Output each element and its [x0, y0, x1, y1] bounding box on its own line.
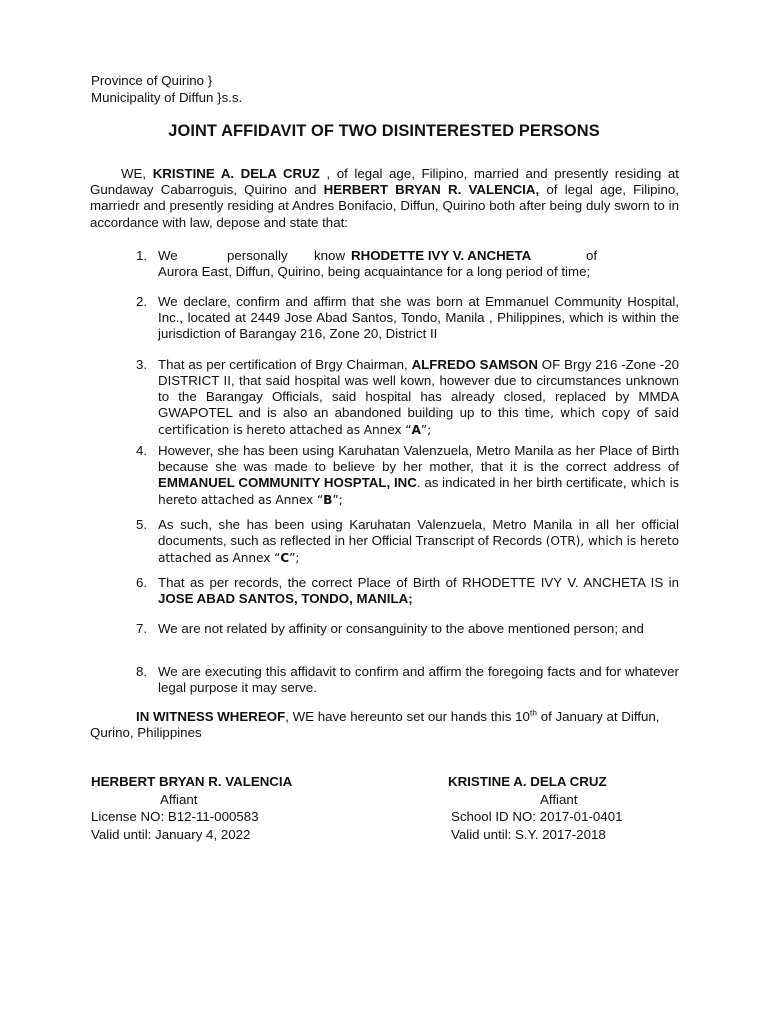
signatory-right	[448, 773, 622, 844]
annex-c: C	[280, 550, 290, 565]
list-item: 7. We are not related by affinity or consanguinity to the above mentioned person; and	[136, 621, 644, 636]
list-item: 6. That as per records, the correct Place of Birth of RHODETTE IVY V. ANCHETA IS in JOSE ABAD SANTOS, TONDO, MANILA;	[136, 575, 679, 606]
signatory-name: KRISTINE A. DELA CRUZ	[448, 774, 607, 789]
signatory-role: Affiant	[540, 791, 578, 807]
annex-b: B	[323, 492, 333, 507]
list-item: 2. We declare, confirm and affirm that she was born at Emmanuel Community Hospital, Inc., located at 2449 Jose Abad Santos, Tondo, Manila , Philippines, which is within the jurisdiction of Barangay 216, Zone 20, District II	[136, 294, 679, 341]
list-item: 5. As such, she has been using Karuhatan Valenzuela, Metro Manila in all her official documents, such as reflected in her Official Transcript of Records (OTR), which is hereto attached as Annex “C”;	[136, 517, 680, 565]
subject-name: RHODETTE IVY V. ANCHETA	[351, 248, 532, 263]
correct-birthplace: JOSE ABAD SANTOS, TONDO, MANILA;	[158, 590, 413, 606]
signatory-role: Affiant	[160, 791, 198, 807]
hospital-name: EMMANUEL COMMUNITY HOSPTAL, INC	[158, 474, 417, 490]
venue-block	[91, 72, 242, 106]
chairman-name: ALFREDO SAMSON	[411, 357, 538, 372]
affiant-name-1: KRISTINE A. DELA CRUZ	[152, 166, 320, 181]
list-item: 1. We personally know RHODETTE IVY V. ANCHETA of Aurora East, Diffun, Quirino, being acquaintance for a long period of time;	[136, 248, 598, 279]
affiant-name-2: HERBERT BRYAN R. VALENCIA,	[323, 182, 540, 198]
signatory-validity: Valid until: January 4, 2022	[91, 827, 251, 843]
signatory-left	[91, 773, 292, 844]
signatory-validity: Valid until: S.Y. 2017-2018	[451, 827, 606, 843]
venue-province: Province of Quirino }	[91, 73, 213, 88]
signatory-id: School ID NO: 2017-01-0401	[451, 809, 623, 825]
annex-a: A	[411, 422, 421, 437]
list-item: 8. We are executing this affidavit to confirm and affirm the foregoing facts and for whatever legal purpose it may serve.	[136, 664, 679, 695]
signatory-id: License NO: B12-11-000583	[91, 809, 259, 825]
list-item: 4. However, she has been using Karuhatan Valenzuela, Metro Manila as her Place of Birth because she was made to believe by her mother, that it is the correct address of EMMANUEL COMMUNITY HOSPTAL, INC. as indicated in her birth certificate, which is hereto attached as Annex “B”;	[136, 443, 679, 507]
witness-paragraph: IN WITNESS WHEREOF, WE have hereunto set our hands this 10th of January at Diffun, Qurino, Philippines	[90, 707, 660, 741]
intro-paragraph: WE, KRISTINE A. DELA CRUZ , of legal age, Filipino, married and presently residing at Gundaway Cabarroguis, Quirino and HERBERT BRYAN R. VALENCIA, of legal age, Filipino, marriedr and presently residing at Andres Bonifacio, Diffun, Quirino both after being duly sworn to in accordance with law, depose and state that:	[90, 166, 680, 230]
document-title: JOINT AFFIDAVIT OF TWO DISINTERESTED PERSONS	[168, 122, 600, 140]
venue-municipality: Municipality of Diffun }s.s.	[91, 90, 243, 105]
list-item: 3. That as per certification of Brgy Chairman, ALFREDO SAMSON OF Brgy 216 -Zone -20 DISTRICT II, that said hospital was well kown, however due to circumstances unknown to the Barangay Officials, said hospital has already closed, replaced by MMDA GWAPOTEL and is also an abandoned building up to this time, which copy of said certification is hereto attached as Annex “A”;	[136, 357, 680, 437]
signatory-name: HERBERT BRYAN R. VALENCIA	[91, 774, 293, 789]
